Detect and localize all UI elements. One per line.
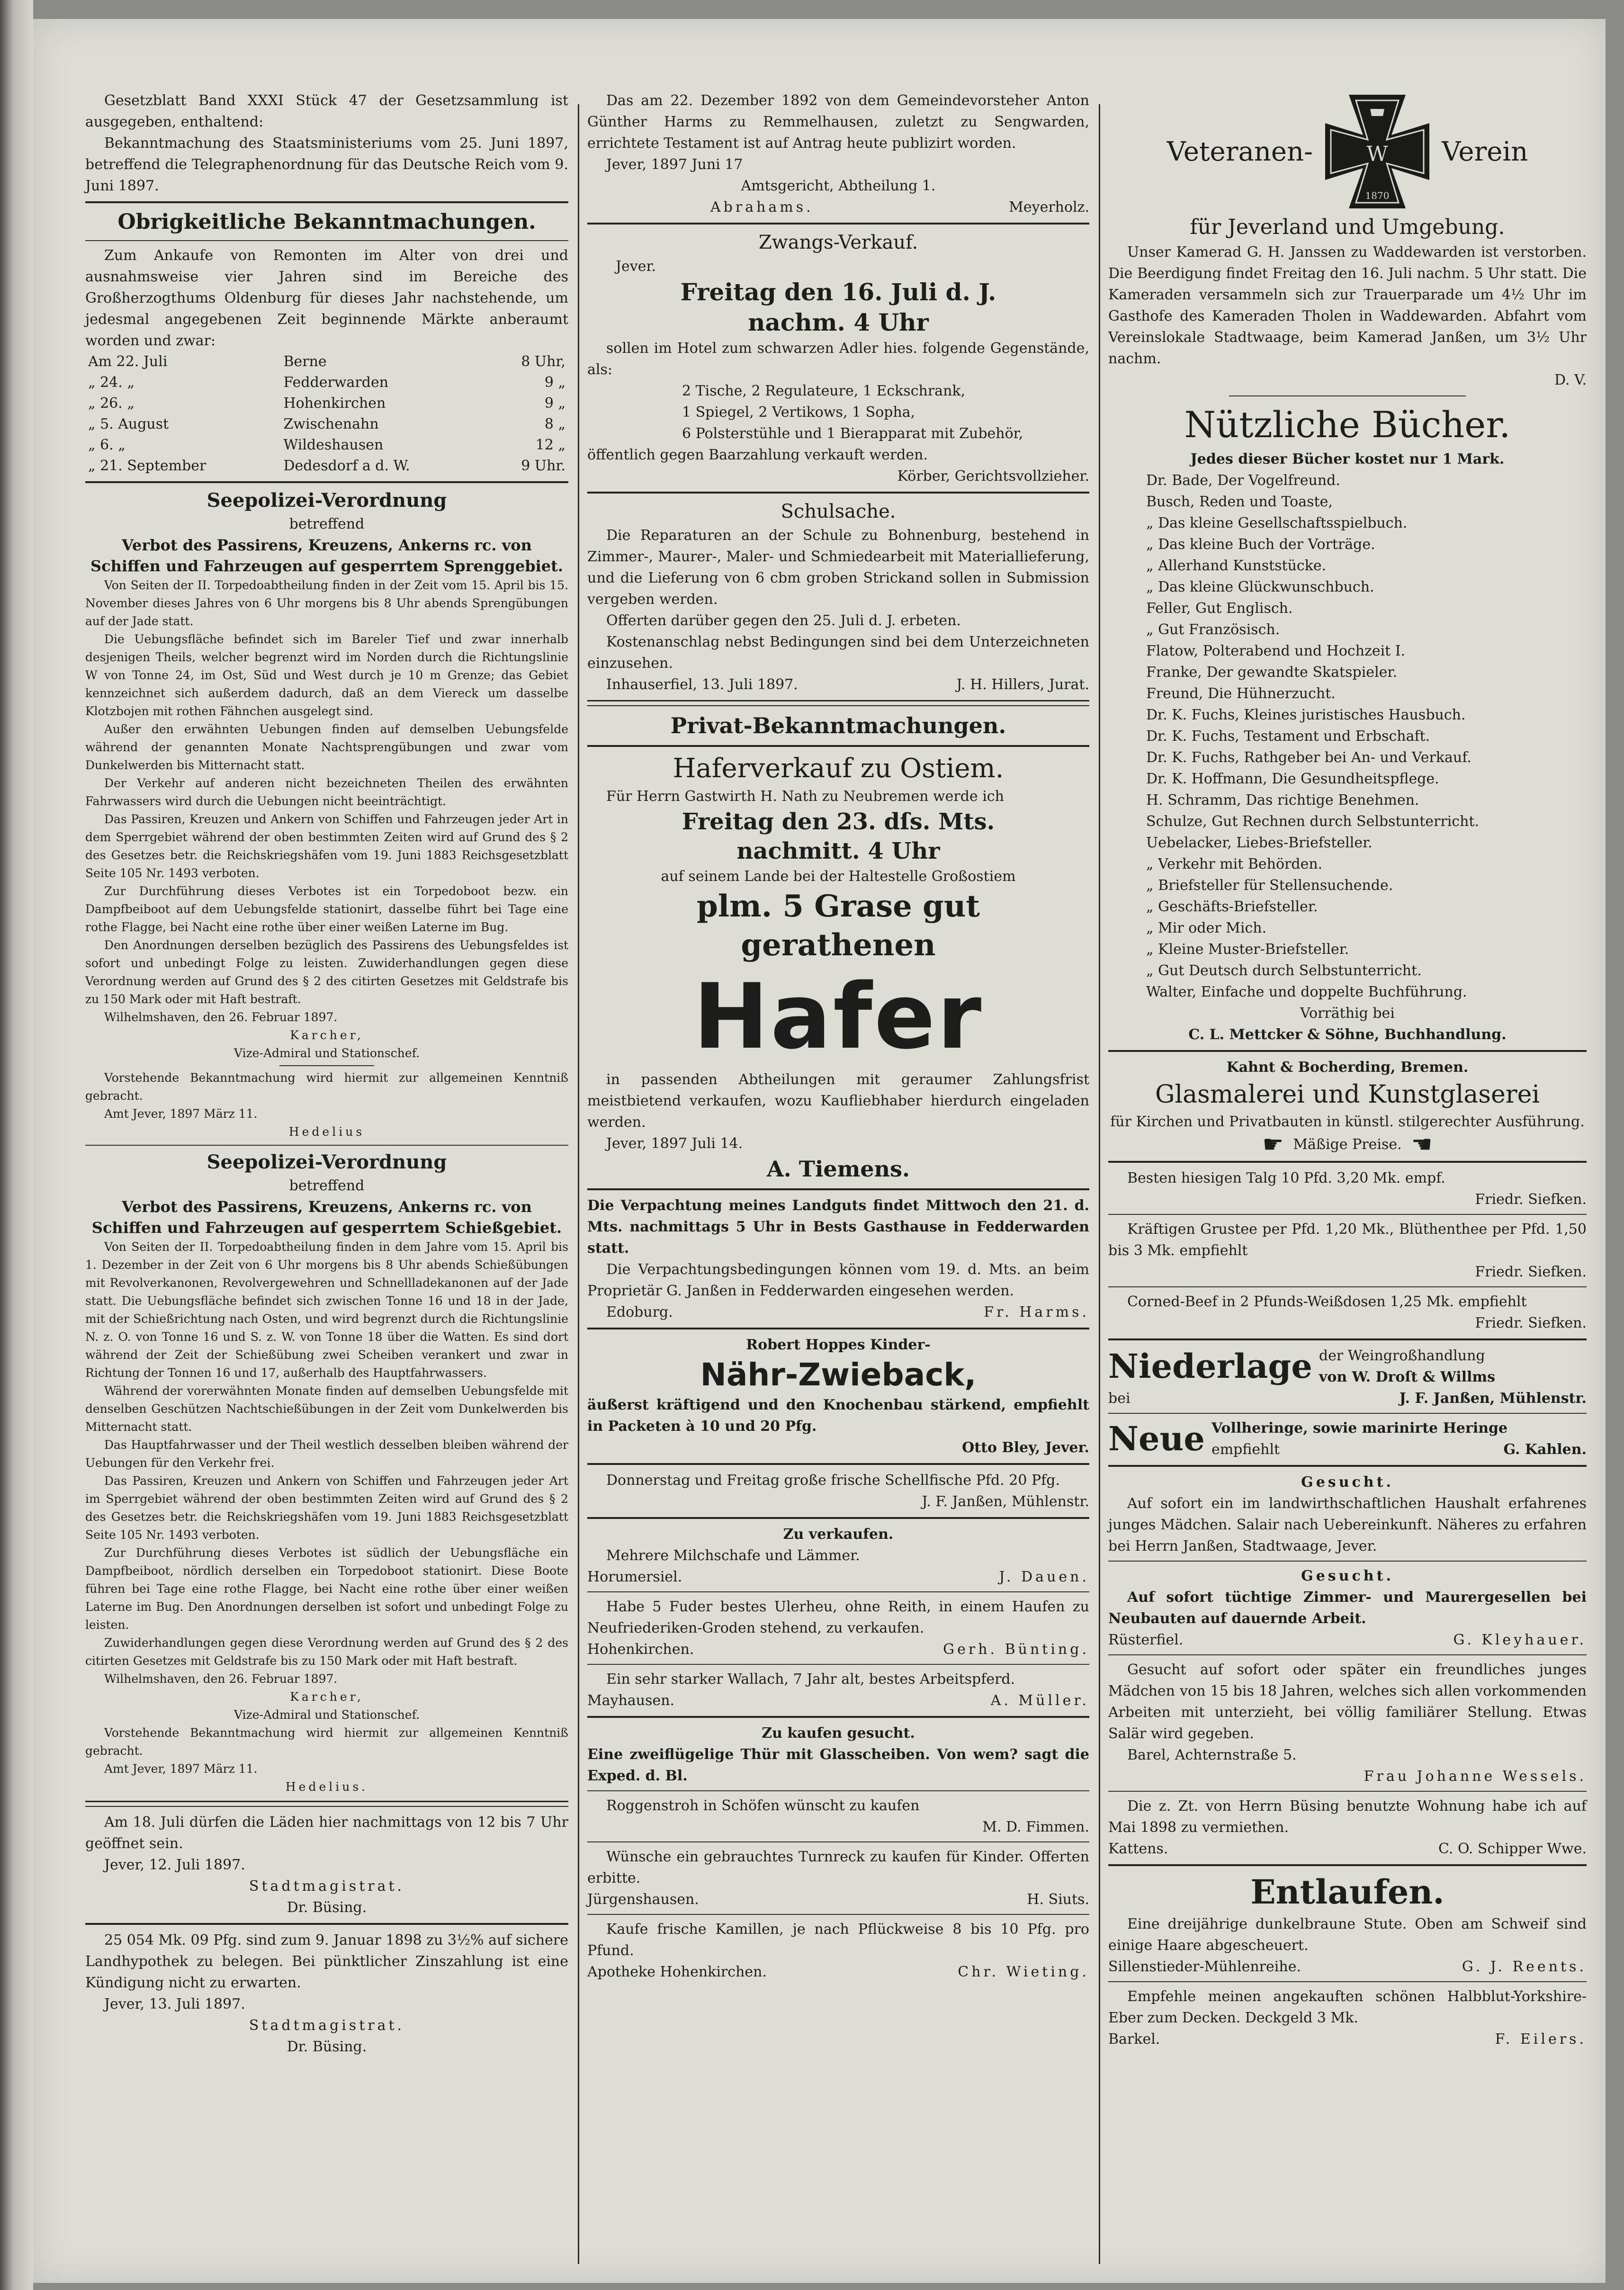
market-date: „ 24. „	[88, 374, 135, 391]
list-item: „ Geschäfts-Briefsteller.	[1146, 898, 1318, 915]
veteranen-title-right: Verein	[1442, 136, 1528, 167]
gesucht-place-3: Barel, Achternstraße 5.	[1127, 1747, 1297, 1763]
list-item: Dr. K. Fuchs, Kleines juristisches Hausbuch.	[1146, 707, 1466, 723]
glas-footer	[1108, 1132, 1587, 1156]
list-item: „ Das kleine Gesellschaftsspielbuch.	[1146, 515, 1408, 531]
seepolizei-paragraph: Außer den erwähnten Uebungen finden auf demselben Uebungsfelde während der genannten Monate Nachtsprengübungen und zwar vom Dunkelwerden bis Mitternacht statt.	[85, 722, 568, 772]
list-item: „ Verkehr mit Behörden.	[1146, 856, 1323, 872]
cross-letter: W	[1366, 142, 1388, 166]
eber-sig: F. Eilers.	[1495, 2031, 1587, 2048]
neue-headline: Neue	[1108, 1419, 1205, 1458]
eber-place: Barkel.	[1108, 2031, 1160, 2048]
talg-sig: Friedr. Siefken.	[1475, 1191, 1587, 1208]
column-rule-right	[1099, 104, 1100, 2264]
verkaufen-footer	[587, 1690, 1089, 1711]
seepolizei-paragraph: Das Hauptfahrwasser und der Theil westlich desselben bleiben während der Uebungen für den Verkehr frei.	[85, 1438, 568, 1470]
market-place: Berne	[283, 353, 327, 370]
seepolizei-paragraph: Den Anordnungen derselben bezüglich des Passirens des Uebungsfeldes ist sofort und unbedingt Folge zu leisten. Zuwiderhandlungen gegen diese Verordnung werden auf Grund des § 2 des citirten Gesetzes mit Geldstrafe bis zu 150 Mark oder mit Haft bestraft.	[85, 938, 568, 1006]
market-place: Zwischenahn	[283, 416, 379, 432]
market-date: „ 5. August	[88, 416, 169, 432]
seepolizei-note: Vorstehende Bekanntmachung wird hiermit zur allgemeinen Kenntniß gebracht.	[85, 1071, 568, 1103]
wohnung-footer	[1108, 1838, 1587, 1859]
buecher-subtitle: Jedes dieser Bücher kostet nur 1 Mark.	[1190, 451, 1505, 467]
seepolizei-paragraph: Das Passiren, Kreuzen und Ankern von Schiffen und Fahrzeugen jeder Art im Sperrgebiet während der oben bestimmten Zeiten wird auf Grund des § 2 des Gesetzes betr. die Reichskriegshäfen vom 19. Juni 1883 Reichsgesetzblatt Seite 105 Nr. 1493 verboten.	[85, 1474, 568, 1542]
niederlage-bei-label: bei	[1108, 1390, 1131, 1407]
seepolizei-paragraph: Zur Durchführung dieses Verbotes ist südlich der Uebungsfläche ein Dampfbeiboot, nördlich derselben ein Torpedoboot stationirt. Diese Boote führen bei Tage eine rothe Flagge, bei Nacht eine rothe über einer weißen Laterne im Bug. Den Anordnungen derselben ist sofort und unbedingt Folge zu leisten.	[85, 1546, 568, 1632]
divider	[1108, 1286, 1587, 1287]
niederlage-block	[1108, 1345, 1587, 1388]
verkaufen-footer	[587, 1566, 1089, 1588]
zwieback-sig: Otto Bley, Jever.	[962, 1439, 1089, 1456]
seepolizei-subject-2: Verbot des Passirens, Kreuzens, Ankerns rc. von Schiffen und Fahrzeugen auf gesperrtem Schießgebiet.	[91, 1198, 562, 1237]
entlaufen-sig: G. J. Reents.	[1462, 1958, 1587, 1975]
divider	[587, 223, 1089, 225]
turnreck-sig: H. Siuts.	[1027, 1891, 1089, 1908]
seepolizei-amt: Amt Jever, 1897 März 11.	[104, 1107, 258, 1121]
niederlage-line-1: der Weingroßhandlung	[1319, 1347, 1485, 1364]
entlaufen-footer	[1108, 1956, 1587, 1977]
seepolizei-place: Wilhelmshaven, den 26. Februar 1897.	[104, 1672, 338, 1686]
verkaufen-item: Mehrere Milchschafe und Lämmer.	[606, 1547, 860, 1564]
laeden-org: Stadtmagistrat.	[249, 1878, 405, 1895]
divider	[1108, 1161, 1587, 1163]
glas-pre: Kahnt & Bocherding, Bremen.	[1226, 1059, 1469, 1076]
divider	[587, 1517, 1089, 1519]
seepolizei-paragraph: Die Uebungsfläche befindet sich im Bareler Tief und zwar innerhalb desjenigen Theils, welcher begrenzt wird im Norden durch die Richtungslinie W von Tonne 24, im Ost, Süd und West durch je 10 m Grenze; das Gebiet kennzeichnet sich außerdem dadurch, daß an dem Viereck um dasselbe Klotzbojen mit rothen Fähnchen ausgelegt sind.	[85, 632, 568, 718]
verkaufen-title: Zu verkaufen.	[783, 1526, 894, 1543]
neue-empfiehlt: empfiehlt	[1211, 1441, 1280, 1458]
market-date: „ 21. September	[88, 458, 206, 474]
niederlage-headline: Niederlage	[1108, 1347, 1312, 1386]
hafer-amount: plm. 5 Grase gut	[697, 889, 980, 924]
gesucht-text-3: Gesucht auf sofort oder später ein freundliches junges Mädchen von 15 bis 18 Jahren, welches sich allen vorkommenden Arbeiten mit unterzieht, bei völlig familiärer Stellung. Etwas Salär wird gegeben.	[1108, 1661, 1587, 1742]
verkaufen-sig: A. Müller.	[990, 1692, 1089, 1709]
zwangsverkauf-place: Jever.	[616, 258, 656, 275]
seepolizei-paragraph: Von Seiten der II. Torpedoabtheilung finden in der Zeit vom 15. April bis 15. November dieses Jahres von 6 Uhr morgens bis 8 Uhr abends Sprengübungen auf der Jade statt.	[85, 578, 568, 628]
gesucht-footer-2	[1108, 1629, 1587, 1651]
divider	[1229, 395, 1466, 396]
section-title-obrigkeitliche: Obrigkeitliche Bekanntmachungen.	[117, 210, 536, 234]
column-rule-left	[578, 104, 579, 2264]
verkaufen-place: Mayhausen.	[587, 1692, 675, 1709]
list-item: Walter, Einfache und doppelte Buchführung.	[1146, 984, 1467, 1000]
testament-sig: Meyerholz.	[1009, 199, 1089, 216]
divider	[85, 1923, 568, 1925]
seepolizei-note: Vorstehende Bekanntmachung wird hiermit zur allgemeinen Kenntniß gebracht.	[85, 1726, 568, 1758]
seepolizei-paragraph: Das Passiren, Kreuzen und Ankern von Schiffen und Fahrzeugen jeder Art in dem Sperrgebiet während der oben bestimmten Zeiten wird auf Grund des § 2 des Gesetzes betr. die Reichskriegshäfen vom 19. Juni 1883 Reichsgesetzblatt Seite 105 Nr. 1493 verboten.	[85, 812, 568, 880]
divider	[1108, 1864, 1587, 1866]
privat-title: Privat-Bekanntmachungen.	[670, 713, 1006, 738]
gesucht-title-2: Gesucht.	[1301, 1568, 1394, 1584]
list-item: „ Allerhand Kunststücke.	[1146, 557, 1327, 574]
seepolizei-paragraph: Zuwiderhandlungen gegen diese Verordnung werden auf Grund des § 2 des citirten Gesetzes mit Geldstrafe bis zu 150 Mark oder mit Haft bestraft.	[85, 1636, 568, 1668]
seepolizei-amt: Amt Jever, 1897 März 11.	[104, 1762, 258, 1776]
divider	[1108, 1465, 1587, 1467]
list-item: „ Gut Deutsch durch Selbstunterricht.	[1146, 962, 1422, 979]
divider	[279, 1065, 374, 1066]
buecher-list	[1146, 470, 1587, 1003]
veteranen-title-left: Veteranen-	[1166, 136, 1313, 167]
verkaufen-item: Habe 5 Fuder bestes Ulerheu, ohne Reith, in einem Haufen zu Neufriederiken-Groden stehend, zu verkaufen.	[587, 1599, 1089, 1636]
verkaufen-item: Ein sehr starker Wallach, 7 Jahr alt, bestes Arbeitspferd.	[606, 1671, 1015, 1688]
zwangsverkauf-tail: öffentlich gegen Baarzahlung verkauft werden.	[587, 447, 928, 463]
list-item: „ Mir oder Mich.	[1146, 920, 1267, 936]
gesucht-text-1: Auf sofort ein im landwirthschaftlichen Haushalt erfahrenes junges Mädchen. Salair nach Uebereinkunft. Näheres zu erfahren bei Herrn Janßen, Stadtwaage, Jever.	[1108, 1495, 1587, 1554]
list-item: Uebelacker, Liebes-Briefsteller.	[1146, 835, 1373, 851]
divider	[1108, 1981, 1587, 1982]
gesetzblatt-notice: Gesetzblatt Band XXXI Stück 47 der Gesetzsammlung ist ausgegeben, enthaltend:	[85, 92, 568, 130]
zwieback-pre: Robert Hoppes Kinder-	[746, 1337, 931, 1353]
list-item: H. Schramm, Das richtige Benehmen.	[1146, 792, 1419, 808]
verpachtung-title: Die Verpachtung meines Landguts findet Mittwoch den 21. d. Mts. nachmittags 5 Uhr in Bests Gasthause in Fedderwarden statt.	[587, 1197, 1089, 1257]
divider	[587, 1463, 1089, 1465]
wohnung-place: Kattens.	[1108, 1841, 1168, 1857]
divider	[85, 481, 568, 483]
zwieback-headline: Nähr-Zwieback,	[700, 1356, 977, 1393]
seepolizei-betreffend-1: betreffend	[289, 516, 365, 532]
list-item: Dr. Bade, Der Vogelfreund.	[1146, 472, 1340, 489]
verkaufen-sig: J. Dauen.	[999, 1569, 1089, 1585]
seepolizei-paragraph: Der Verkehr auf anderen nicht bezeichneten Theilen des erwähnten Fahrwassers wird durch die Uebungen nicht beeinträchtigt.	[85, 776, 568, 808]
glas-title: Glasmalerei und Kunstglaserei	[1155, 1080, 1540, 1109]
gesucht-place-2: Rüsterfiel.	[1108, 1632, 1184, 1648]
gesucht-sig-3: Frau Johanne Wessels.	[1364, 1768, 1587, 1785]
eber-footer	[1108, 2029, 1587, 2050]
verkaufen-sig: Gerh. Bünting.	[943, 1641, 1089, 1658]
seepolizei-signature: Hedelius	[288, 1125, 365, 1139]
column-2	[587, 90, 1089, 1983]
schulsache-title: Schulsache.	[781, 501, 896, 522]
neue-line-1: Vollheringe, sowie marinirte Heringe	[1211, 1420, 1508, 1437]
market-time: 12 „	[535, 437, 565, 453]
geld-notice: 25 054 Mk. 09 Pfg. sind zum 9. Januar 1898 zu 3½% auf sichere Landhypothek zu belegen. Bei pünktlicher Zinszahlung ist eine Kündigung nicht zu erwarten.	[85, 1932, 568, 1991]
niederlage-right	[1319, 1345, 1495, 1388]
hafer-intro: Für Herrn Gastwirth H. Nath zu Neubremen werde ich	[606, 788, 1004, 805]
entlaufen-text: Eine dreijährige dunkelbraune Stute. Oben am Schweif sind einige Haare abgescheuert.	[1108, 1916, 1587, 1954]
roggen-text: Roggenstroh in Schöfen wünscht zu kaufen	[606, 1797, 920, 1814]
seepolizei-place: Wilhelmshaven, den 26. Februar 1897.	[104, 1010, 338, 1024]
testament-signatures	[587, 197, 1089, 218]
list-item: Busch, Reden und Toaste,	[1146, 494, 1333, 510]
neue-line-2	[1211, 1439, 1587, 1460]
market-time: 9 „	[544, 395, 565, 412]
verkaufen-place: Hohenkirchen.	[587, 1641, 694, 1658]
divider	[1108, 1413, 1587, 1414]
zwangsverkauf-sig: Körber, Gerichtsvollzieher.	[897, 468, 1089, 485]
entlaufen-place: Sillenstieder-Mühlenreihe.	[1108, 1958, 1301, 1975]
market-time: 9 „	[544, 374, 565, 391]
market-time: 9 Uhr.	[521, 458, 565, 474]
veteranen-sig: D. V.	[1554, 372, 1587, 388]
veteranen-header	[1108, 90, 1587, 213]
list-item: Dr. K. Fuchs, Testament und Erbschaft.	[1146, 728, 1430, 745]
seepolizei-signatory: Karcher,	[290, 1028, 364, 1042]
corned-sig: Friedr. Siefken.	[1475, 1315, 1587, 1331]
hafer-headline: Hafer	[693, 964, 984, 1069]
market-time: 8 „	[544, 416, 565, 432]
hafer-place: Jever, 1897 Juli 14.	[606, 1135, 743, 1152]
market-table	[85, 351, 568, 476]
verpachtung-sig: Fr. Harms.	[984, 1304, 1089, 1320]
talg-text: Besten hiesigen Talg 10 Pfd. 3,20 Mk. empf.	[1127, 1170, 1445, 1186]
table-row	[85, 456, 568, 476]
seepolizei-signature: Hedelius.	[285, 1780, 368, 1794]
laeden-signature: Dr. Büsing.	[287, 1899, 367, 1916]
divider	[1108, 1791, 1587, 1792]
testament-place: Jever, 1897 Juni 17	[606, 156, 743, 173]
newspaper-page	[33, 19, 1606, 2283]
tee-sig: Friedr. Siefken.	[1475, 1264, 1587, 1280]
divider	[85, 1801, 568, 1807]
pointing-hand-right-icon: ☛	[1262, 1131, 1284, 1158]
divider	[587, 492, 1089, 494]
verpachtung-place: Edoburg.	[606, 1304, 673, 1320]
schulsache-footer	[587, 674, 1089, 695]
zwangsverkauf-time: nachm. 4 Uhr	[748, 308, 929, 336]
seepolizei-betreffend-2: betreffend	[289, 1177, 365, 1194]
schulsache-sig: J. H. Hillers, Jurat.	[956, 676, 1089, 693]
divider	[1108, 1338, 1587, 1340]
divider	[1108, 1050, 1587, 1052]
seepolizei-title-2: Seepolizei-Verordnung	[206, 1151, 447, 1173]
niederlage-line-3: J. F. Janßen, Mühlenstr.	[1399, 1390, 1587, 1407]
neue-sig: G. Kahlen.	[1503, 1441, 1587, 1458]
list-item: Freund, Die Hühnerzucht.	[1146, 685, 1336, 702]
divider	[587, 1716, 1089, 1718]
list-item: „ Gut Französisch.	[1146, 621, 1280, 638]
seepolizei-paragraph: Während der vorerwähnten Monate finden auf demselben Uebungsfelde mit denselben Geschützen Nachtschießübungen in der Zeit vom Dunkelwerden bis Mitternacht statt.	[85, 1384, 568, 1434]
geld-place: Jever, 13. Juli 1897.	[104, 1996, 245, 2012]
geld-signature: Dr. Büsing.	[287, 2039, 367, 2055]
geld-org: Stadtmagistrat.	[249, 2017, 405, 2034]
zwangsverkauf-title: Zwangs-Verkauf.	[758, 232, 918, 253]
buecher-title: Nützliche Bücher.	[1184, 404, 1511, 446]
divider	[587, 1328, 1089, 1329]
list-item: „ Das kleine Glückwunschbuch.	[1146, 579, 1374, 595]
scan-edge	[0, 0, 33, 2290]
divider	[587, 700, 1089, 706]
schulsache-text: Die Reparaturen an der Schule zu Bohnenburg, bestehend in Zimmer-, Maurer-, Maler- und Schmiedearbeit mit Materiallieferung, und die Lieferung von 6 cbm groben Strickand sollen in Submission vergeben werden.	[587, 527, 1089, 608]
neue-block	[1108, 1418, 1587, 1460]
tee-text: Kräftigen Grustee per Pfd. 1,20 Mk., Blüthenthee per Pfd. 1,50 bis 3 Mk. empfiehlt	[1108, 1221, 1587, 1259]
veteranen-text: Unser Kamerad G. H. Janssen zu Waddewarden ist verstorben. Die Beerdigung findet Freitag den 16. Juli nachm. 5 Uhr statt. Die Kameraden versammeln sich zur Trauerparade um 4½ Uhr im Gasthofe des Kameraden Tholen in Waddewarden. Abfahrt vom Vereinslokale Stadtwaage, beim Kamerad Janßen, um 3½ Uhr nachm.	[1108, 244, 1587, 367]
list-item: Feller, Gut Englisch.	[1146, 600, 1293, 617]
niederlage-line-2: von W. Droſt & Willms	[1319, 1369, 1496, 1385]
niederlage-bei	[1108, 1388, 1587, 1409]
wohnung-sig: C. O. Schipper Wwe.	[1438, 1841, 1587, 1857]
kamillen-sig: Chr. Wieting.	[958, 1964, 1089, 1980]
zwangsverkauf-item: 6 Polsterstühle und 1 Bierapparat mit Zubehör,	[682, 425, 1023, 442]
market-place: Hohenkirchen	[283, 395, 386, 412]
turnreck-place: Jürgenshausen.	[587, 1891, 699, 1908]
gesucht-sig-2: G. Kleyhauer.	[1453, 1632, 1587, 1648]
hafer-amount-2: gerathenen	[741, 927, 936, 963]
buecher-vorraethig: Vorräthig bei	[1300, 1005, 1395, 1022]
list-item: Dr. K. Hoffmann, Die Gesundheitspflege.	[1146, 771, 1439, 787]
table-row	[85, 372, 568, 393]
schulsache-offer: Offerten darüber gegen den 25. Juli d. J. erbeten.	[606, 612, 961, 629]
divider	[587, 1664, 1089, 1665]
hafer-date: Freitag den 23. dſs. Mts.	[682, 808, 995, 835]
kamillen-text: Kaufe frische Kamillen, je nach Pflückweise 8 bis 10 Pfg. pro Pfund.	[587, 1921, 1089, 1959]
veteranen-subtitle: für Jeverland und Umgebung.	[1190, 215, 1505, 239]
hafer-time: nachmitt. 4 Uhr	[736, 838, 940, 864]
list-item: „ Briefsteller für Stellensuchende.	[1146, 877, 1393, 894]
glas-preis: Mäßige Preise.	[1293, 1136, 1402, 1153]
divider	[587, 1841, 1089, 1842]
entlaufen-title: Entlaufen.	[1250, 1872, 1445, 1912]
list-item: Dr. K. Fuchs, Rathgeber bei An- und Verkauf.	[1146, 749, 1471, 766]
testament-court: Amtsgericht, Abtheilung 1.	[741, 178, 936, 194]
table-row	[85, 393, 568, 414]
pointing-hand-left-icon: ☚	[1411, 1131, 1433, 1158]
turnreck-footer	[587, 1889, 1089, 1910]
hafer-text: in passenden Abtheilungen mit geraumer Zahlungsfrist meistbietend verkaufen, wozu Kaufliebhaber hierdurch eingeladen werden.	[587, 1071, 1089, 1131]
divider	[1108, 1561, 1587, 1562]
seepolizei-paragraph: Von Seiten der II. Torpedoabtheilung finden in dem Jahre vom 15. April bis 1. Dezember in der Zeit von 6 Uhr morgens bis 8 Uhr abends Schießübungen mit Revolverkanonen, Revolvergewehren und Schnellladekanonen auf der Jade statt. Die Uebungsfläche befindet sich zwischen Tonne 16 und 18 in der Jade, mit der Schießrichtung nach Osten, und wird begrenzt durch die Richtungslinie N. z. O. von Tonne 16 und S. z. W. von Tonne 18 über die Watten. Es sind dort während der Zeit der Schießübung zwei Scheiben verankert und zwar in Richtung der Tonnen 16 und 17, außerhalb des Hauptfahrwassers.	[85, 1240, 568, 1380]
divider	[587, 1914, 1089, 1915]
gesetzblatt-content: Bekanntmachung des Staatsministeriums vom 25. Juni 1897, betreffend die Telegraphenordnung für das Deutsche Reich vom 9. Juni 1897.	[85, 135, 568, 194]
seepolizei-title-1: Seepolizei-Verordnung	[206, 489, 447, 512]
divider	[587, 1591, 1089, 1592]
seepolizei-signatory: Karcher,	[290, 1690, 364, 1704]
market-date: „ 26. „	[88, 395, 135, 412]
kamillen-footer	[587, 1961, 1089, 1983]
cross-year: 1870	[1365, 190, 1390, 201]
schulsache-kosten: Kostenanschlag nebst Bedingungen sind bei dem Unterzeichneten einzusehen.	[587, 634, 1089, 672]
seepolizei-rank: Vize-Admiral und Stationschef.	[233, 1046, 420, 1060]
kaufen-title: Zu kaufen gesucht.	[762, 1725, 915, 1742]
eber-text: Empfehle meinen angekauften schönen Halbblut-Yorkshire-Eber zum Decken. Deckgeld 3 Mk.	[1108, 1988, 1587, 2026]
market-place: Wildeshausen	[283, 437, 384, 453]
wohnung-text: Die z. Zt. von Herrn Büsing benutzte Wohnung habe ich auf Mai 1898 zu vermiethen.	[1108, 1798, 1587, 1836]
corned-text: Corned-Beef in 2 Pfunds-Weißdosen 1,25 Mk. empfiehlt	[1127, 1293, 1527, 1310]
turnreck-text: Wünsche ein gebrauchtes Turnreck zu kaufen für Kinder. Offerten erbitte.	[587, 1849, 1089, 1886]
list-item: „ Kleine Muster-Briefsteller.	[1146, 941, 1349, 958]
divider	[85, 201, 568, 203]
zwieback-text: äußerst kräftigend und den Knochenbau stärkend, empfiehlt in Packeten à 10 und 20 Pfg.	[587, 1397, 1089, 1435]
hafer-location: auf seinem Lande bei der Haltestelle Großostiem	[661, 868, 1016, 885]
market-place: Fedderwarden	[283, 374, 389, 391]
seepolizei-subject-1: Verbot des Passirens, Kreuzens, Ankerns rc. von Schiffen und Fahrzeugen auf gesperrtem Sprenggebiet.	[90, 536, 563, 575]
kaufen-text: Eine zweiflügelige Thür mit Glasscheiben. Von wem? sagt die Exped. d. Bl.	[587, 1746, 1089, 1784]
neue-right	[1211, 1418, 1587, 1460]
market-date: „ 6. „	[88, 437, 126, 453]
testament-notice: Das am 22. Dezember 1892 von dem Gemeindevorsteher Anton Günther Harms zu Remmelhausen, zuletzt zu Sengwarden, errichtete Testament ist auf Antrag heute publizirt worden.	[587, 92, 1089, 152]
zwangsverkauf-text: sollen im Hotel zum schwarzen Adler hies. folgende Gegenstände, als:	[587, 340, 1089, 378]
schulsache-place: Inhauserfiel, 13. Juli 1897.	[606, 676, 798, 693]
divider	[587, 745, 1089, 747]
table-row	[85, 435, 568, 456]
market-date: Am 22. Juli	[88, 353, 168, 370]
divider	[1108, 1214, 1587, 1215]
testament-name: Abrahams.	[710, 199, 814, 216]
column-1	[85, 90, 568, 2057]
list-item: Flatow, Polterabend und Hochzeit I.	[1146, 643, 1406, 659]
kamillen-place: Apotheke Hohenkirchen.	[587, 1964, 767, 1980]
gesucht-text-2: Auf sofort tüchtige Zimmer- und Maurergesellen bei Neubauten auf dauernde Arbeit.	[1108, 1589, 1587, 1627]
column-3	[1108, 90, 1587, 2050]
zwangsverkauf-item: 1 Spiegel, 2 Vertikows, 1 Sopha,	[682, 404, 915, 421]
verpachtung-text: Die Verpachtungsbedingungen können vom 19. d. Mts. an beim Proprietär G. Janßen in Fedderwarden eingesehen werden.	[587, 1261, 1089, 1299]
seepolizei-rank: Vize-Admiral und Stationschef.	[233, 1708, 420, 1722]
divider	[587, 1188, 1089, 1190]
roggen-sig: M. D. Fimmen.	[982, 1819, 1089, 1835]
divider	[85, 1145, 568, 1146]
divider	[587, 1790, 1089, 1791]
iron-cross-icon	[1320, 90, 1434, 213]
remonten-text: Zum Ankaufe von Remonten im Alter von drei und ausnahmsweise vier Jahren sind im Bereiche des Großherzogthums Oldenburg für dieses Jahr nachstehende, um jedesmal angegebenen Zeit beginnende Märkte anberaumt worden und zwar:	[85, 247, 568, 349]
divider	[85, 240, 568, 241]
market-time: 8 Uhr,	[521, 353, 565, 370]
schellfisch-sig: J. F. Janßen, Mühlenstr.	[922, 1493, 1089, 1510]
hafer-title: Haferverkauf zu Ostiem.	[673, 753, 1004, 784]
schellfisch-text: Donnerstag und Freitag große frische Schellfische Pfd. 20 Pfg.	[606, 1472, 1060, 1489]
zwangsverkauf-date: Freitag den 16. Juli d. J.	[680, 278, 996, 306]
glas-text: für Kirchen und Privatbauten in künstl. stilgerechter Ausführung.	[1110, 1114, 1585, 1130]
zwangsverkauf-item: 2 Tische, 2 Regulateure, 1 Eckschrank,	[682, 383, 966, 399]
verkaufen-footer	[587, 1639, 1089, 1660]
list-item: „ Das kleine Buch der Vorträge.	[1146, 536, 1375, 553]
laeden-place: Jever, 12. Juli 1897.	[104, 1857, 245, 1873]
table-row	[85, 351, 568, 372]
table-row	[85, 414, 568, 435]
hafer-sig: A. Tiemens.	[767, 1156, 910, 1182]
laeden-notice: Am 18. Juli dürfen die Läden hier nachmittags von 12 bis 7 Uhr geöffnet sein.	[85, 1814, 568, 1852]
list-item: Schulze, Gut Rechnen durch Selbstunterricht.	[1146, 813, 1480, 830]
seepolizei-paragraph: Zur Durchführung dieses Verbotes ist ein Torpedoboot bezw. ein Dampfbeiboot auf dem Uebungsfelde stationirt, dasselbe führt bei Tage eine rothe Flagge, bei Nacht eine rothe über einer weißen Laterne im Bug.	[85, 884, 568, 934]
list-item: Franke, Der gewandte Skatspieler.	[1146, 664, 1397, 681]
buecher-sig: C. L. Mettcker & Söhne, Buchhandlung.	[1188, 1026, 1507, 1043]
verkaufen-place: Horumersiel.	[587, 1569, 682, 1585]
divider	[1108, 1654, 1587, 1655]
gesucht-title-1: Gesucht.	[1301, 1474, 1394, 1491]
market-place: Dedesdorf a d. W.	[283, 458, 410, 474]
verpachtung-footer	[587, 1302, 1089, 1323]
